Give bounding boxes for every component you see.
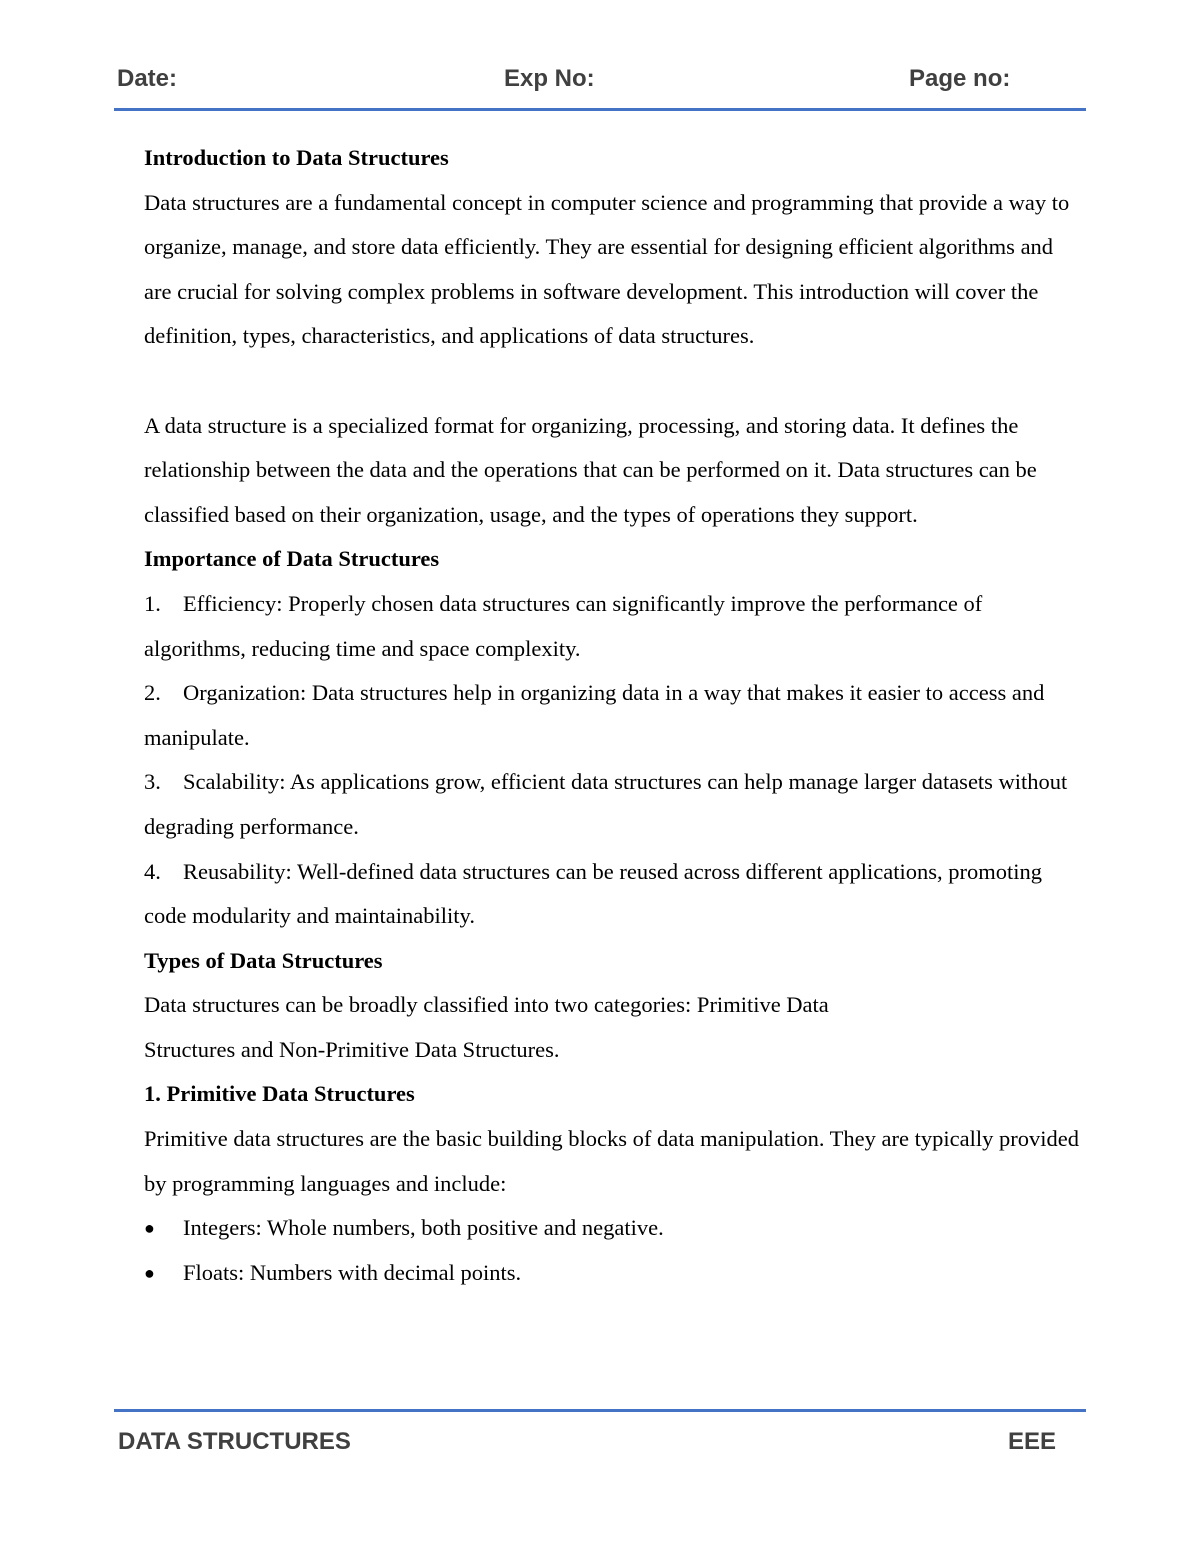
list-item [144, 582, 1084, 671]
bullet-icon: ● [144, 1218, 155, 1239]
document-body [144, 136, 1084, 1295]
importance-list [144, 582, 1084, 939]
definition-paragraph: A data structure is a specialized format for organizing, processing, and storing data. It defines the relationship between the data and the operations that can be performed on it. Data structures can be classified based on their organization, usage, and the types of operations they support. [144, 412, 1037, 527]
list-number: 1. [144, 590, 161, 616]
list-item [144, 671, 1084, 760]
list-item-text: Efficiency: Properly chosen data structures can significantly improve the performance of algorithms, reducing time and space complexity. [144, 590, 983, 661]
department-label: EEE [1007, 1428, 1056, 1455]
list-item-text: Scalability: As applications grow, efficient data structures can help manage larger datasets without degrading performance. [144, 769, 1068, 839]
exp-no-label: Exp No: [504, 65, 595, 92]
list-item-text: Floats: Numbers with decimal points. [183, 1259, 522, 1285]
list-number: 2. [144, 680, 161, 706]
page-header [117, 62, 1086, 98]
paragraph-gap [144, 359, 1084, 404]
types-paragraph-line-1: Data structures can be broadly classified into two categories: Primitive Data [144, 992, 829, 1018]
types-paragraph-line-2: Structures and Non-Primitive Data Structures. [144, 1036, 560, 1062]
list-item [144, 850, 1084, 939]
list-number: 3. [144, 769, 161, 795]
list-item [144, 760, 1084, 849]
intro-paragraph: Data structures are a fundamental concept in computer science and programming that provide a way to organize, manage, and store data efficiently. They are essential for designing efficient algorithms and are crucial for solving complex problems in software development. This introduction will cover the definition, types, characteristics, and applications of data structures. [144, 189, 1070, 349]
list-item [144, 1251, 1084, 1296]
bullet-icon: ● [144, 1262, 155, 1283]
primitive-heading: 1. Primitive Data Structures [144, 1081, 415, 1107]
list-item-text: Integers: Whole numbers, both positive and negative. [183, 1215, 664, 1241]
header-divider [114, 108, 1086, 111]
footer-divider [114, 1409, 1086, 1412]
list-number: 4. [144, 858, 161, 884]
types-heading: Types of Data Structures [144, 947, 383, 973]
importance-heading: Importance of Data Structures [144, 546, 440, 572]
list-item-text: Organization: Data structures help in organizing data in a way that makes it easier to access and manipulate. [144, 680, 1045, 750]
primitive-paragraph: Primitive data structures are the basic building blocks of data manipulation. They are typically provided by programming languages and include: [144, 1126, 1079, 1196]
date-label: Date: [117, 65, 178, 92]
primitive-list [144, 1206, 1084, 1295]
subject-label: DATA STRUCTURES [118, 1428, 351, 1455]
page-footer [118, 1426, 1056, 1460]
intro-heading: Introduction to Data Structures [144, 145, 449, 170]
list-item-text: Reusability: Well-defined data structures can be reused across different applications, promoting code modularity and maintainability. [144, 858, 1042, 929]
page-no-label: Page no: [909, 65, 1011, 92]
list-item [144, 1206, 1084, 1251]
